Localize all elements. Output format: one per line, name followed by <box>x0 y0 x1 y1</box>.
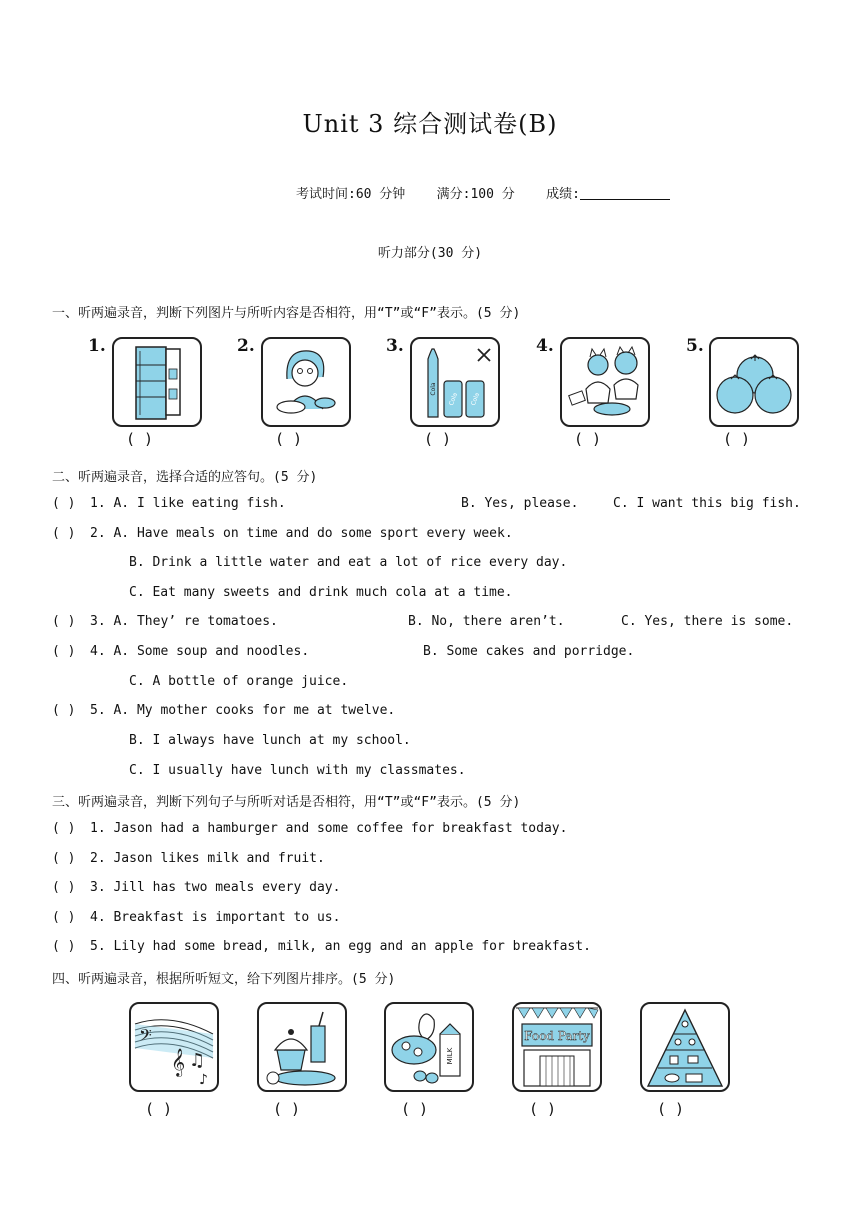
listening-section-header: 听力部分(30 分) <box>377 246 483 261</box>
cola-bottle-label: Cola <box>430 382 437 396</box>
exam-meta <box>296 183 670 202</box>
tomatoes-image <box>709 337 799 427</box>
p1-number-5: 5. <box>686 336 704 356</box>
p3-item-3: ( ) 3. Jill has two meals every day. <box>52 880 341 895</box>
p4-answer-blank-1[interactable]: ( ) <box>145 1100 173 1118</box>
food-pyramid-image <box>640 1002 730 1092</box>
p1-number-3: 3. <box>386 336 404 356</box>
answer-blank[interactable]: ( ) <box>52 910 76 925</box>
cola-can-label-2: Cola <box>469 391 482 407</box>
p2-q2-option-b: B. Drink a little water and eat a lot of rice every day. <box>129 555 568 570</box>
p2-q5-option-c: C. I usually have lunch with my classmates. <box>129 763 466 778</box>
answer-blank[interactable]: ( ) <box>52 614 76 629</box>
p1-number-1: 1. <box>88 336 106 356</box>
exam-full-score: 满分:100 分 <box>436 187 515 202</box>
p2-q4-option-b: B. Some cakes and porridge. <box>423 644 635 659</box>
answer-blank[interactable]: ( ) <box>52 880 76 895</box>
p4-answer-blank-5[interactable]: ( ) <box>657 1100 685 1118</box>
p2-q5: ( ) 5. A. My mother cooks for me at twelve. <box>52 703 396 718</box>
p3-item-4: ( ) 4. Breakfast is important to us. <box>52 910 341 925</box>
grade-blank[interactable] <box>580 185 670 200</box>
answer-blank[interactable]: ( ) <box>52 496 76 511</box>
p1-answer-blank-5[interactable]: ( ) <box>723 430 751 448</box>
cola-can-label-1: Cola <box>447 391 460 407</box>
p3-item-2: ( ) 2. Jason likes milk and fruit. <box>52 851 325 866</box>
fridge-image <box>112 337 202 427</box>
part3-heading: 三、听两遍录音，判断下列句子与所听对话是否相符，用“T”或“F”表示。(5 分) <box>52 795 521 810</box>
p2-q3: ( ) 3. A. They’ re tomatoes. <box>52 614 278 629</box>
page-title: Unit 3 综合测试卷(B) <box>302 110 558 138</box>
p1-answer-blank-4[interactable]: ( ) <box>574 430 602 448</box>
p1-number-2: 2. <box>237 336 255 356</box>
p2-q1-option-b: B. Yes, please. <box>461 496 579 511</box>
p2-q1-option-c: C. I want this big fish. <box>613 496 801 511</box>
part2-heading: 二、听两遍录音，选择合适的应答句。(5 分) <box>52 470 318 485</box>
bass-clef-icon: 𝄢 <box>139 1025 152 1049</box>
answer-blank[interactable]: ( ) <box>52 851 76 866</box>
p2-q4-option-c: C. A bottle of orange juice. <box>129 674 349 689</box>
p4-answer-blank-3[interactable]: ( ) <box>401 1100 429 1118</box>
p3-item-5: ( ) 5. Lily had some bread, milk, an egg and an apple for breakfast. <box>52 939 591 954</box>
grade-label: 成绩: <box>546 187 580 202</box>
answer-blank[interactable]: ( ) <box>52 703 76 718</box>
milk-carton-label: MILK <box>446 1047 454 1065</box>
answer-blank[interactable]: ( ) <box>52 939 76 954</box>
p2-q5-option-b: B. I always have lunch at my school. <box>129 733 411 748</box>
answer-blank[interactable]: ( ) <box>52 644 76 659</box>
p1-number-4: 4. <box>536 336 554 356</box>
food-party-sign: Food Party <box>524 1029 590 1043</box>
answer-blank[interactable]: ( ) <box>52 821 76 836</box>
music-note-icon: ♪ <box>199 1072 208 1088</box>
food-party-image <box>512 1002 602 1092</box>
part4-heading: 四、听两遍录音，根据所听短文，给下列图片排序。(5 分) <box>52 972 396 987</box>
healthy-food-image <box>384 1002 474 1092</box>
answer-blank[interactable]: ( ) <box>52 526 76 541</box>
p2-q3-option-b: B. No, there aren’t. <box>408 614 565 629</box>
p1-answer-blank-1[interactable]: ( ) <box>126 430 154 448</box>
p2-q1: ( ) 1. A. I like eating fish. <box>52 496 286 511</box>
p4-answer-blank-4[interactable]: ( ) <box>529 1100 557 1118</box>
cross-icon <box>478 349 490 361</box>
music-notes-image <box>129 1002 219 1092</box>
p3-item-1: ( ) 1. Jason had a hamburger and some coffee for breakfast today. <box>52 821 568 836</box>
p4-answer-blank-2[interactable]: ( ) <box>273 1100 301 1118</box>
part1-heading: 一、听两遍录音，判断下列图片与所听内容是否相符，用“T”或“F”表示。(5 分) <box>52 306 521 321</box>
p1-answer-blank-2[interactable]: ( ) <box>275 430 303 448</box>
p2-q4: ( ) 4. A. Some soup and noodles. <box>52 644 310 659</box>
p2-q3-option-c: C. Yes, there is some. <box>621 614 794 629</box>
cola-image <box>410 337 500 427</box>
sweets-image <box>257 1002 347 1092</box>
treble-clef-icon: 𝄞 <box>171 1048 186 1076</box>
exam-time: 考试时间:60 分钟 <box>296 187 406 202</box>
cats-eating-image <box>560 337 650 427</box>
boy-eating-image <box>261 337 351 427</box>
p2-q2: ( ) 2. A. Have meals on time and do some sport every week. <box>52 526 513 541</box>
p2-q2-option-c: C. Eat many sweets and drink much cola at a time. <box>129 585 513 600</box>
music-note-icon: ♫ <box>189 1050 206 1071</box>
p1-answer-blank-3[interactable]: ( ) <box>424 430 452 448</box>
